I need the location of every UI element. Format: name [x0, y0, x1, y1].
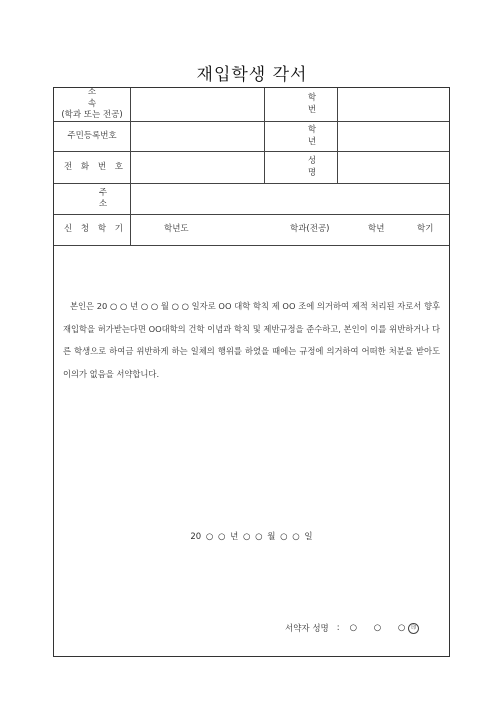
phone-label: 전 화 번 호 [64, 161, 126, 172]
semester-term: 학기 [417, 224, 434, 235]
pledge-form [53, 87, 450, 657]
affiliation-label [54, 88, 130, 121]
row-divider [54, 245, 449, 246]
semester-dept: 학과(전공) [290, 224, 330, 235]
semester-year: 학년도 [164, 224, 189, 235]
resident-id-field[interactable] [131, 122, 264, 151]
student-id-label: 학 번 [307, 93, 339, 115]
student-id-field[interactable] [338, 88, 450, 121]
pledge-statement: 본인은 20 ○ ○ 년 ○ ○ 월 ○ ○ 일자로 OO 대학 학칙 제 OO 조에 의거하여 제적 처리된 자로서 향후 재입학을 허가받는다면 OO대학의 건학 이념과 학칙 및 제반규정을 준수하고, 본인이 이를 위반하거나 다른 학생으로 하여금 위반하게 하는 일체의 행위를 하였을 때에는 규정에 의거하여 어떠한 처분을 받아도 이의가 없음을 서약합니다. [63, 301, 440, 379]
pledge-date: 20 ○ ○ 년 ○ ○ 월 ○ ○ 일 [190, 532, 313, 542]
signer-label: 서약자 성명 [285, 624, 329, 634]
address-label: 주 소 [98, 187, 130, 209]
grade-label: 학 년 [307, 125, 339, 147]
name-label: 성 명 [307, 156, 339, 178]
semester-grade: 학년 [368, 224, 385, 235]
signer-line [285, 622, 419, 634]
name-field[interactable] [338, 152, 450, 183]
address-field[interactable] [131, 184, 450, 214]
grade-field[interactable] [338, 122, 450, 151]
phone-field[interactable] [131, 152, 264, 183]
signer-colon: : [336, 623, 340, 633]
seal-icon: 印 [408, 623, 419, 634]
affiliation-label-main: 소 속 [87, 87, 113, 109]
semester-label: 신 청 학 기 [64, 224, 126, 235]
affiliation-label-sub: (학과 또는 전공) [61, 110, 123, 121]
affiliation-field[interactable] [131, 88, 264, 121]
resident-id-label: 주민등록번호 [67, 130, 117, 141]
document-title: 재입학생 각서 [196, 65, 308, 85]
signer-name-placeholder: ○ ○ ○ [349, 623, 406, 633]
